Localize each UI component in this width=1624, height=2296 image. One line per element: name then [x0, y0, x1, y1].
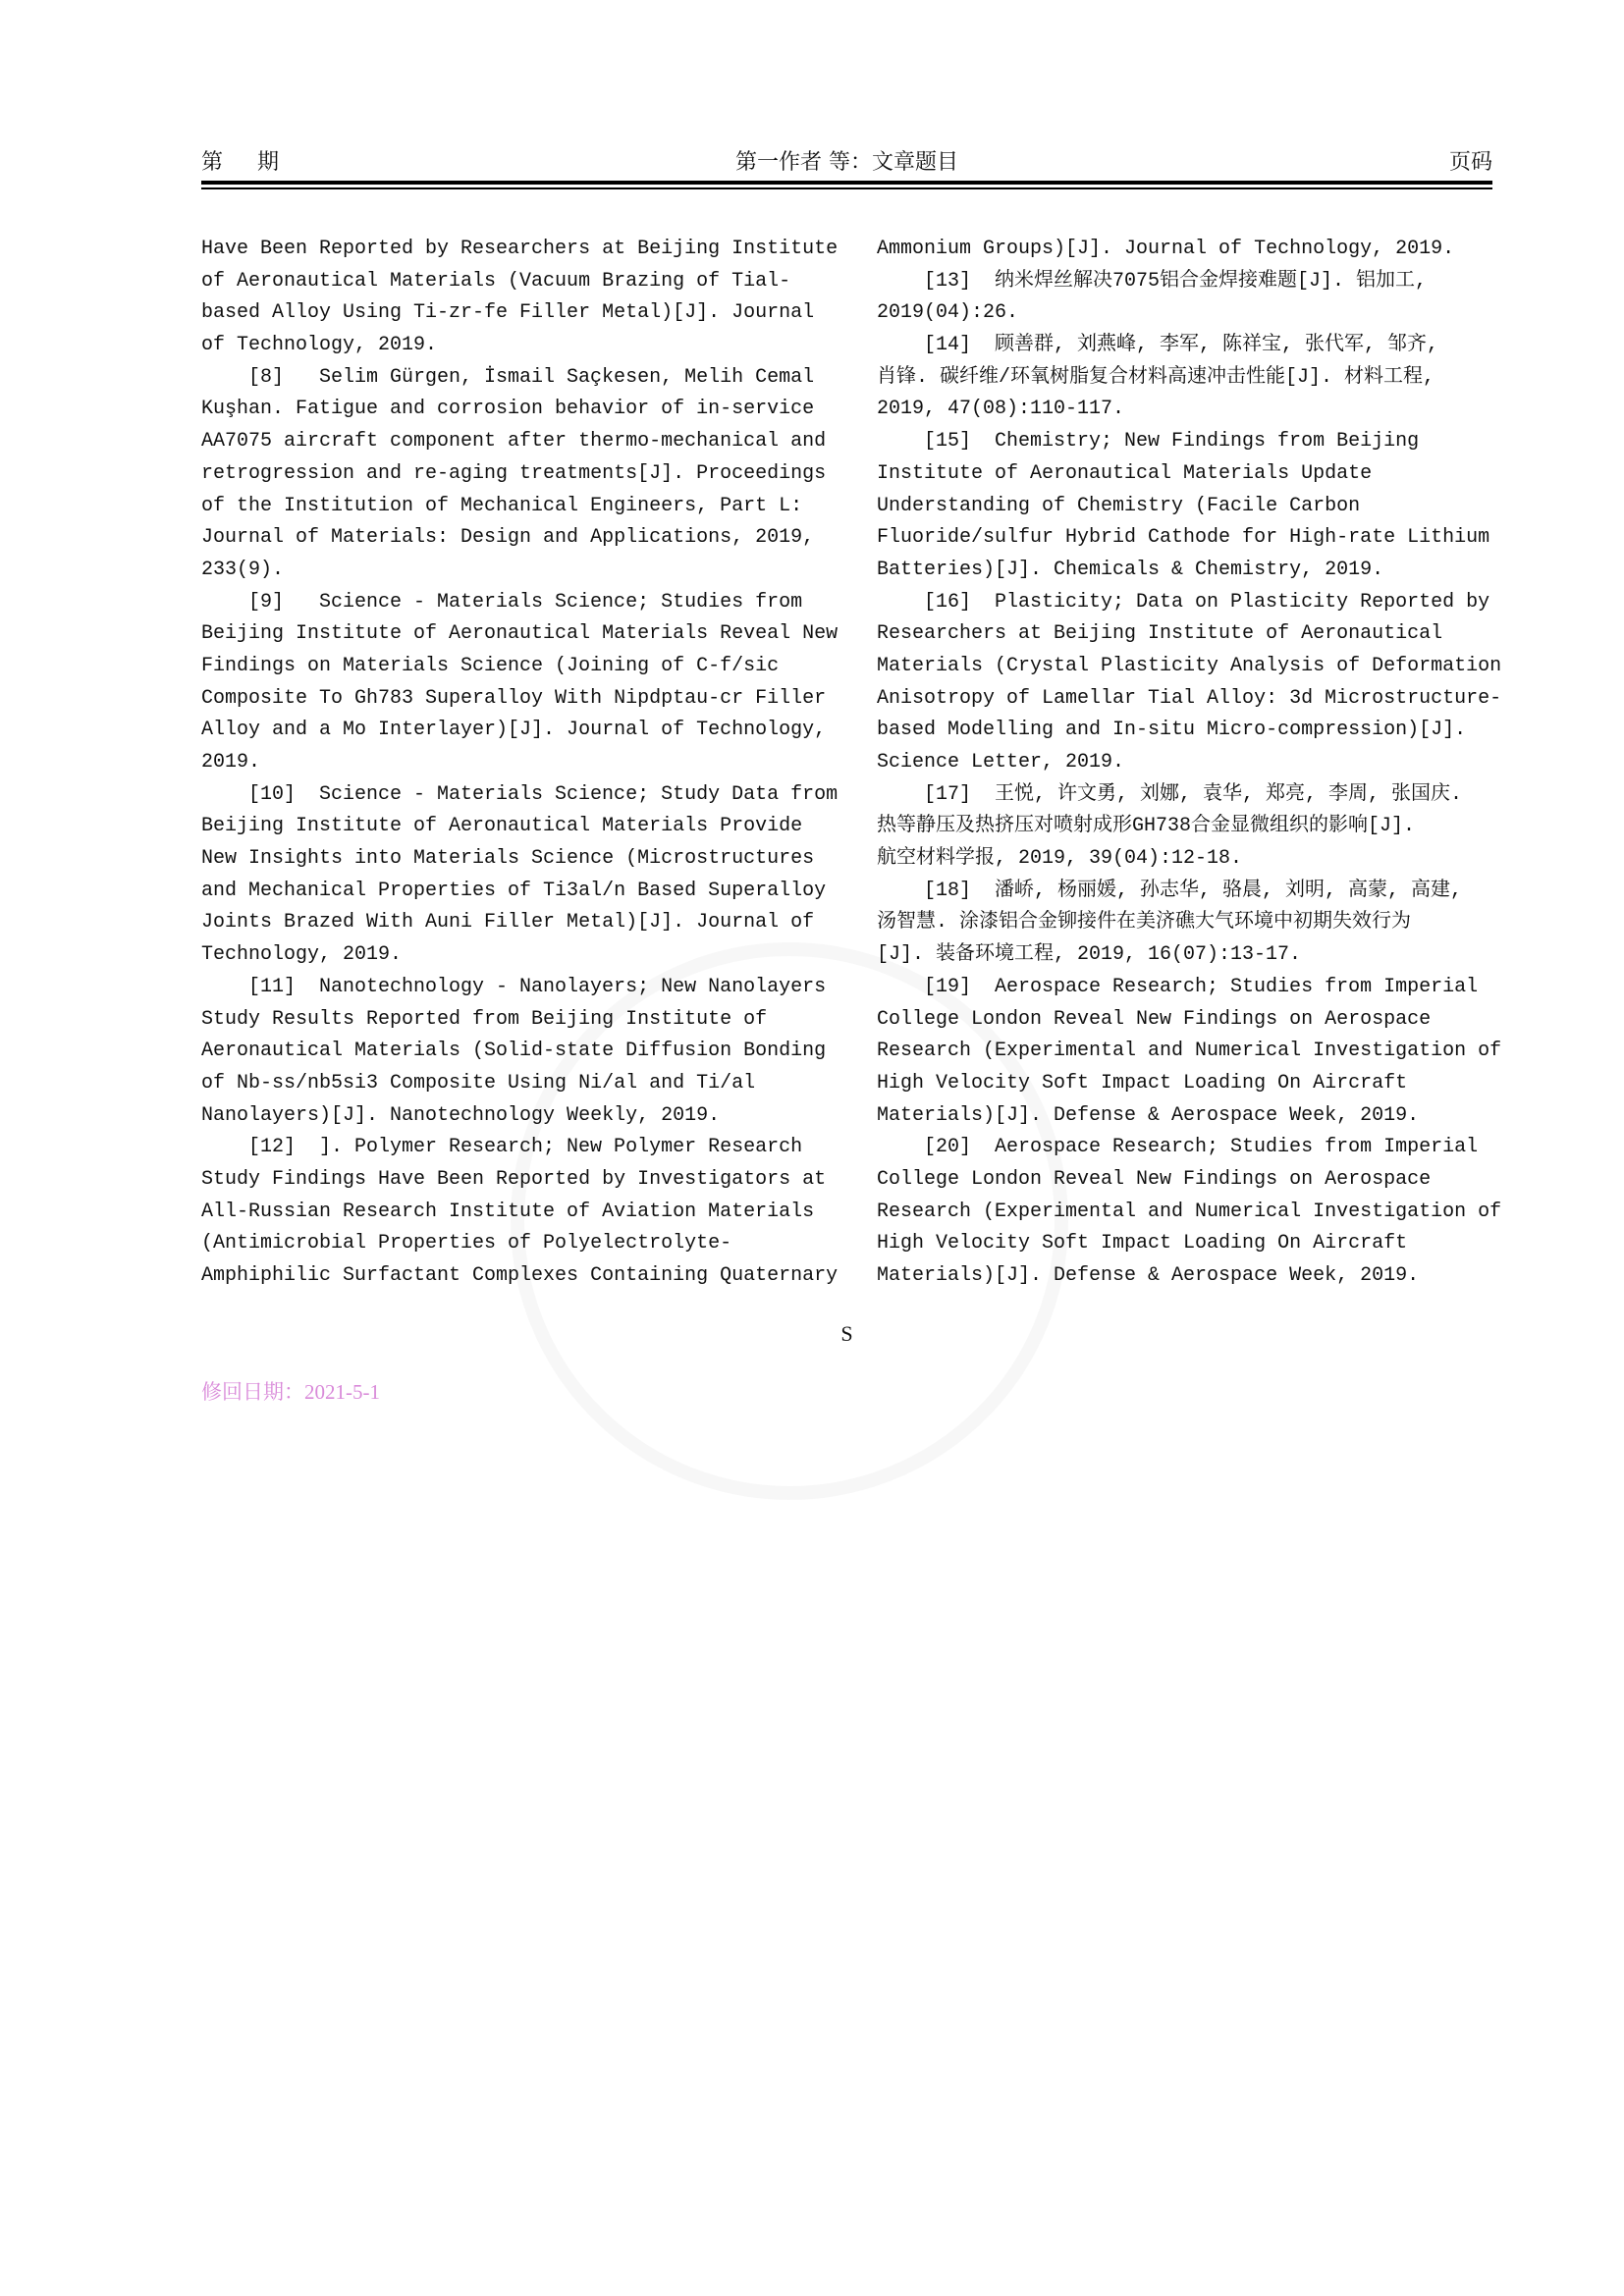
- reference-line: of Nb-ss/nb5si3 Composite Using Ni/al and Ti/al: [201, 1071, 756, 1095]
- reference-line: of Aeronautical Materials (Vacuum Brazing of Tial-: [201, 269, 791, 293]
- reference-line: 肖锋. 碳纤维/环氧树脂复合材料高速冲击性能[J]. 材料工程,: [877, 365, 1435, 389]
- reference-line: 航空材料学报, 2019, 39(04):12-18.: [877, 847, 1243, 871]
- reference-line: [8] Selim Gürgen, İsmail Saçkesen, Melih Cemal: [248, 365, 815, 389]
- reference-line: of the Institution of Mechanical Engineers, Part L:: [201, 494, 803, 517]
- reference-line: All-Russian Research Institute of Aviation Materials: [201, 1200, 815, 1223]
- reference-entry: [201, 587, 839, 779]
- references-left-column: [201, 234, 839, 1293]
- reference-entry: [201, 362, 830, 587]
- reference-line: 233(9).: [201, 558, 285, 581]
- reference-line: 热等静压及热挤压对喷射成形GH738合金显微组织的影响[J].: [877, 815, 1416, 838]
- reference-line: and Mechanical Properties of Ti3al/n Based Superalloy: [201, 879, 827, 902]
- reference-line: AA7075 aircraft component after thermo-mechanical and: [201, 430, 827, 454]
- reference-line: based Modelling and In-situ Micro-compression)[J].: [877, 719, 1467, 742]
- reference-line: Alloy and a Mo Interlayer)[J]. Journal of Technology,: [201, 719, 827, 742]
- reference-line: based Alloy Using Ti-zr-fe Filler Metal)[J]. Journal: [201, 301, 815, 325]
- reference-line: Materials (Crystal Plasticity Analysis of Deformation: [877, 654, 1502, 677]
- reference-line: Anisotropy of Lamellar Tial Alloy: 3d Microstructure-: [877, 686, 1502, 710]
- reference-line: Aeronautical Materials (Solid-state Diffusion Bonding: [201, 1040, 827, 1063]
- reference-entry: [201, 1132, 839, 1292]
- reference-line: [15] Chemistry; New Findings from Beijing: [924, 430, 1420, 454]
- reference-entry: [877, 426, 1505, 586]
- reference-line: [18] 潘峤, 杨丽媛, 孙志华, 骆晨, 刘明, 高蒙, 高建,: [924, 879, 1463, 902]
- reference-entry: [201, 234, 839, 362]
- reference-line: [10] Science - Materials Science; Study Data from: [248, 782, 839, 806]
- reference-line: High Velocity Soft Impact Loading On Aircraft: [877, 1232, 1408, 1255]
- reference-line: Joints Brazed With Auni Filler Metal)[J]. Journal of: [201, 911, 815, 934]
- reference-line: Journal of Materials: Design and Applications, 2019,: [201, 526, 815, 550]
- reference-line: Research (Experimental and Numerical Investigation of: [877, 1200, 1502, 1223]
- page-number: S: [840, 1321, 853, 1346]
- reference-entry: [877, 1132, 1505, 1292]
- reference-entry: [877, 587, 1505, 779]
- header-rule-thick: [201, 181, 1492, 185]
- reference-line: High Velocity Soft Impact Loading On Aircraft: [877, 1071, 1408, 1095]
- header-rule-thin: [201, 187, 1492, 189]
- reference-line: Materials)[J]. Defense & Aerospace Week, 2019.: [877, 1264, 1420, 1287]
- reference-line: [12] ]. Polymer Research; New Polymer Research: [248, 1136, 803, 1159]
- reference-line: College London Reveal New Findings on Aerospace: [877, 1167, 1432, 1191]
- header-issue: 第 期: [201, 150, 293, 175]
- reference-entry: [201, 779, 839, 972]
- reference-line: New Insights into Materials Science (Microstructures: [201, 847, 815, 871]
- reference-line: Institute of Aeronautical Materials Update: [877, 461, 1373, 485]
- reference-line: Beijing Institute of Aeronautical Materials Reveal New: [201, 622, 839, 646]
- reference-line: Beijing Institute of Aeronautical Materials Provide: [201, 815, 803, 838]
- reference-entry: [877, 234, 1505, 266]
- reference-line: Nanolayers)[J]. Nanotechnology Weekly, 2019.: [201, 1103, 721, 1127]
- reference-entry: [877, 972, 1505, 1132]
- reference-line: [J]. 装备环境工程, 2019, 16(07):13-17.: [877, 943, 1302, 967]
- reference-line: of Technology, 2019.: [201, 334, 438, 357]
- reference-line: Fluoride/sulfur Hybrid Cathode for High-rate Lithium: [877, 526, 1490, 550]
- header-title: 第一作者 等：文章题目: [735, 150, 958, 175]
- reference-line: [14] 顾善群, 刘燕峰, 李军, 陈祥宝, 张代军, 邹齐,: [924, 334, 1439, 357]
- reference-line: College London Reveal New Findings on Aerospace: [877, 1007, 1432, 1031]
- reference-line: [17] 王悦, 许文勇, 刘娜, 袁华, 郑亮, 李周, 张国庆.: [924, 782, 1463, 806]
- reference-line: [20] Aerospace Research; Studies from Imperial: [924, 1136, 1479, 1159]
- reference-line: Kuşhan. Fatigue and corrosion behavior of in-service: [201, 398, 815, 421]
- reference-line: Composite To Gh783 Superalloy With Nipdptau-cr Filler: [201, 686, 827, 710]
- running-header: [201, 145, 1492, 175]
- references-right-column: [877, 234, 1505, 1293]
- revision-date: 修回日期：2021-5-1: [201, 1380, 380, 1404]
- reference-entry: [877, 876, 1505, 972]
- header-page: 页码: [1448, 150, 1492, 175]
- reference-line: 2019(04):26.: [877, 301, 1019, 325]
- reference-line: [9] Science - Materials Science; Studies from: [248, 590, 803, 614]
- reference-line: Research (Experimental and Numerical Investigation of: [877, 1040, 1502, 1063]
- reference-line: [19] Aerospace Research; Studies from Imperial: [924, 975, 1479, 998]
- reference-entry: [877, 266, 1505, 330]
- reference-entry: [201, 972, 830, 1132]
- reference-line: Researchers at Beijing Institute of Aeronautical: [877, 622, 1443, 646]
- reference-line: 汤智慧. 涂漆铝合金铆接件在美济礁大气环境中初期失效行为: [877, 911, 1412, 934]
- reference-line: Batteries)[J]. Chemicals & Chemistry, 2019.: [877, 558, 1384, 581]
- reference-line: Study Findings Have Been Reported by Investigators at: [201, 1167, 827, 1191]
- reference-line: 2019.: [201, 751, 261, 774]
- reference-line: Understanding of Chemistry (Facile Carbon: [877, 494, 1361, 517]
- reference-entry: [877, 779, 1505, 876]
- reference-line: Technology, 2019.: [201, 943, 403, 967]
- reference-line: Amphiphilic Surfactant Complexes Containing Quaternary: [201, 1264, 839, 1287]
- reference-line: Study Results Reported from Beijing Institute of: [201, 1007, 768, 1031]
- reference-line: Science Letter, 2019.: [877, 751, 1125, 774]
- reference-line: [11] Nanotechnology - Nanolayers; New Nanolayers: [248, 975, 827, 998]
- reference-entry: [877, 330, 1505, 426]
- reference-line: Have Been Reported by Researchers at Beijing Institute: [201, 238, 839, 260]
- reference-line: (Antimicrobial Properties of Polyelectrolyte-: [201, 1232, 732, 1255]
- reference-line: retrogression and re-aging treatments[J]. Proceedings: [201, 461, 827, 485]
- reference-line: [13] 纳米焊丝解决7075铝合金焊接难题[J]. 铝加工,: [924, 269, 1428, 293]
- reference-line: [16] Plasticity; Data on Plasticity Reported by: [924, 590, 1490, 614]
- reference-line: Materials)[J]. Defense & Aerospace Week, 2019.: [877, 1103, 1420, 1127]
- reference-line: 2019, 47(08):110-117.: [877, 398, 1125, 421]
- reference-line: Ammonium Groups)[J]. Journal of Technology, 2019.: [877, 238, 1455, 260]
- reference-line: Findings on Materials Science (Joining of C-f/sic: [201, 654, 780, 677]
